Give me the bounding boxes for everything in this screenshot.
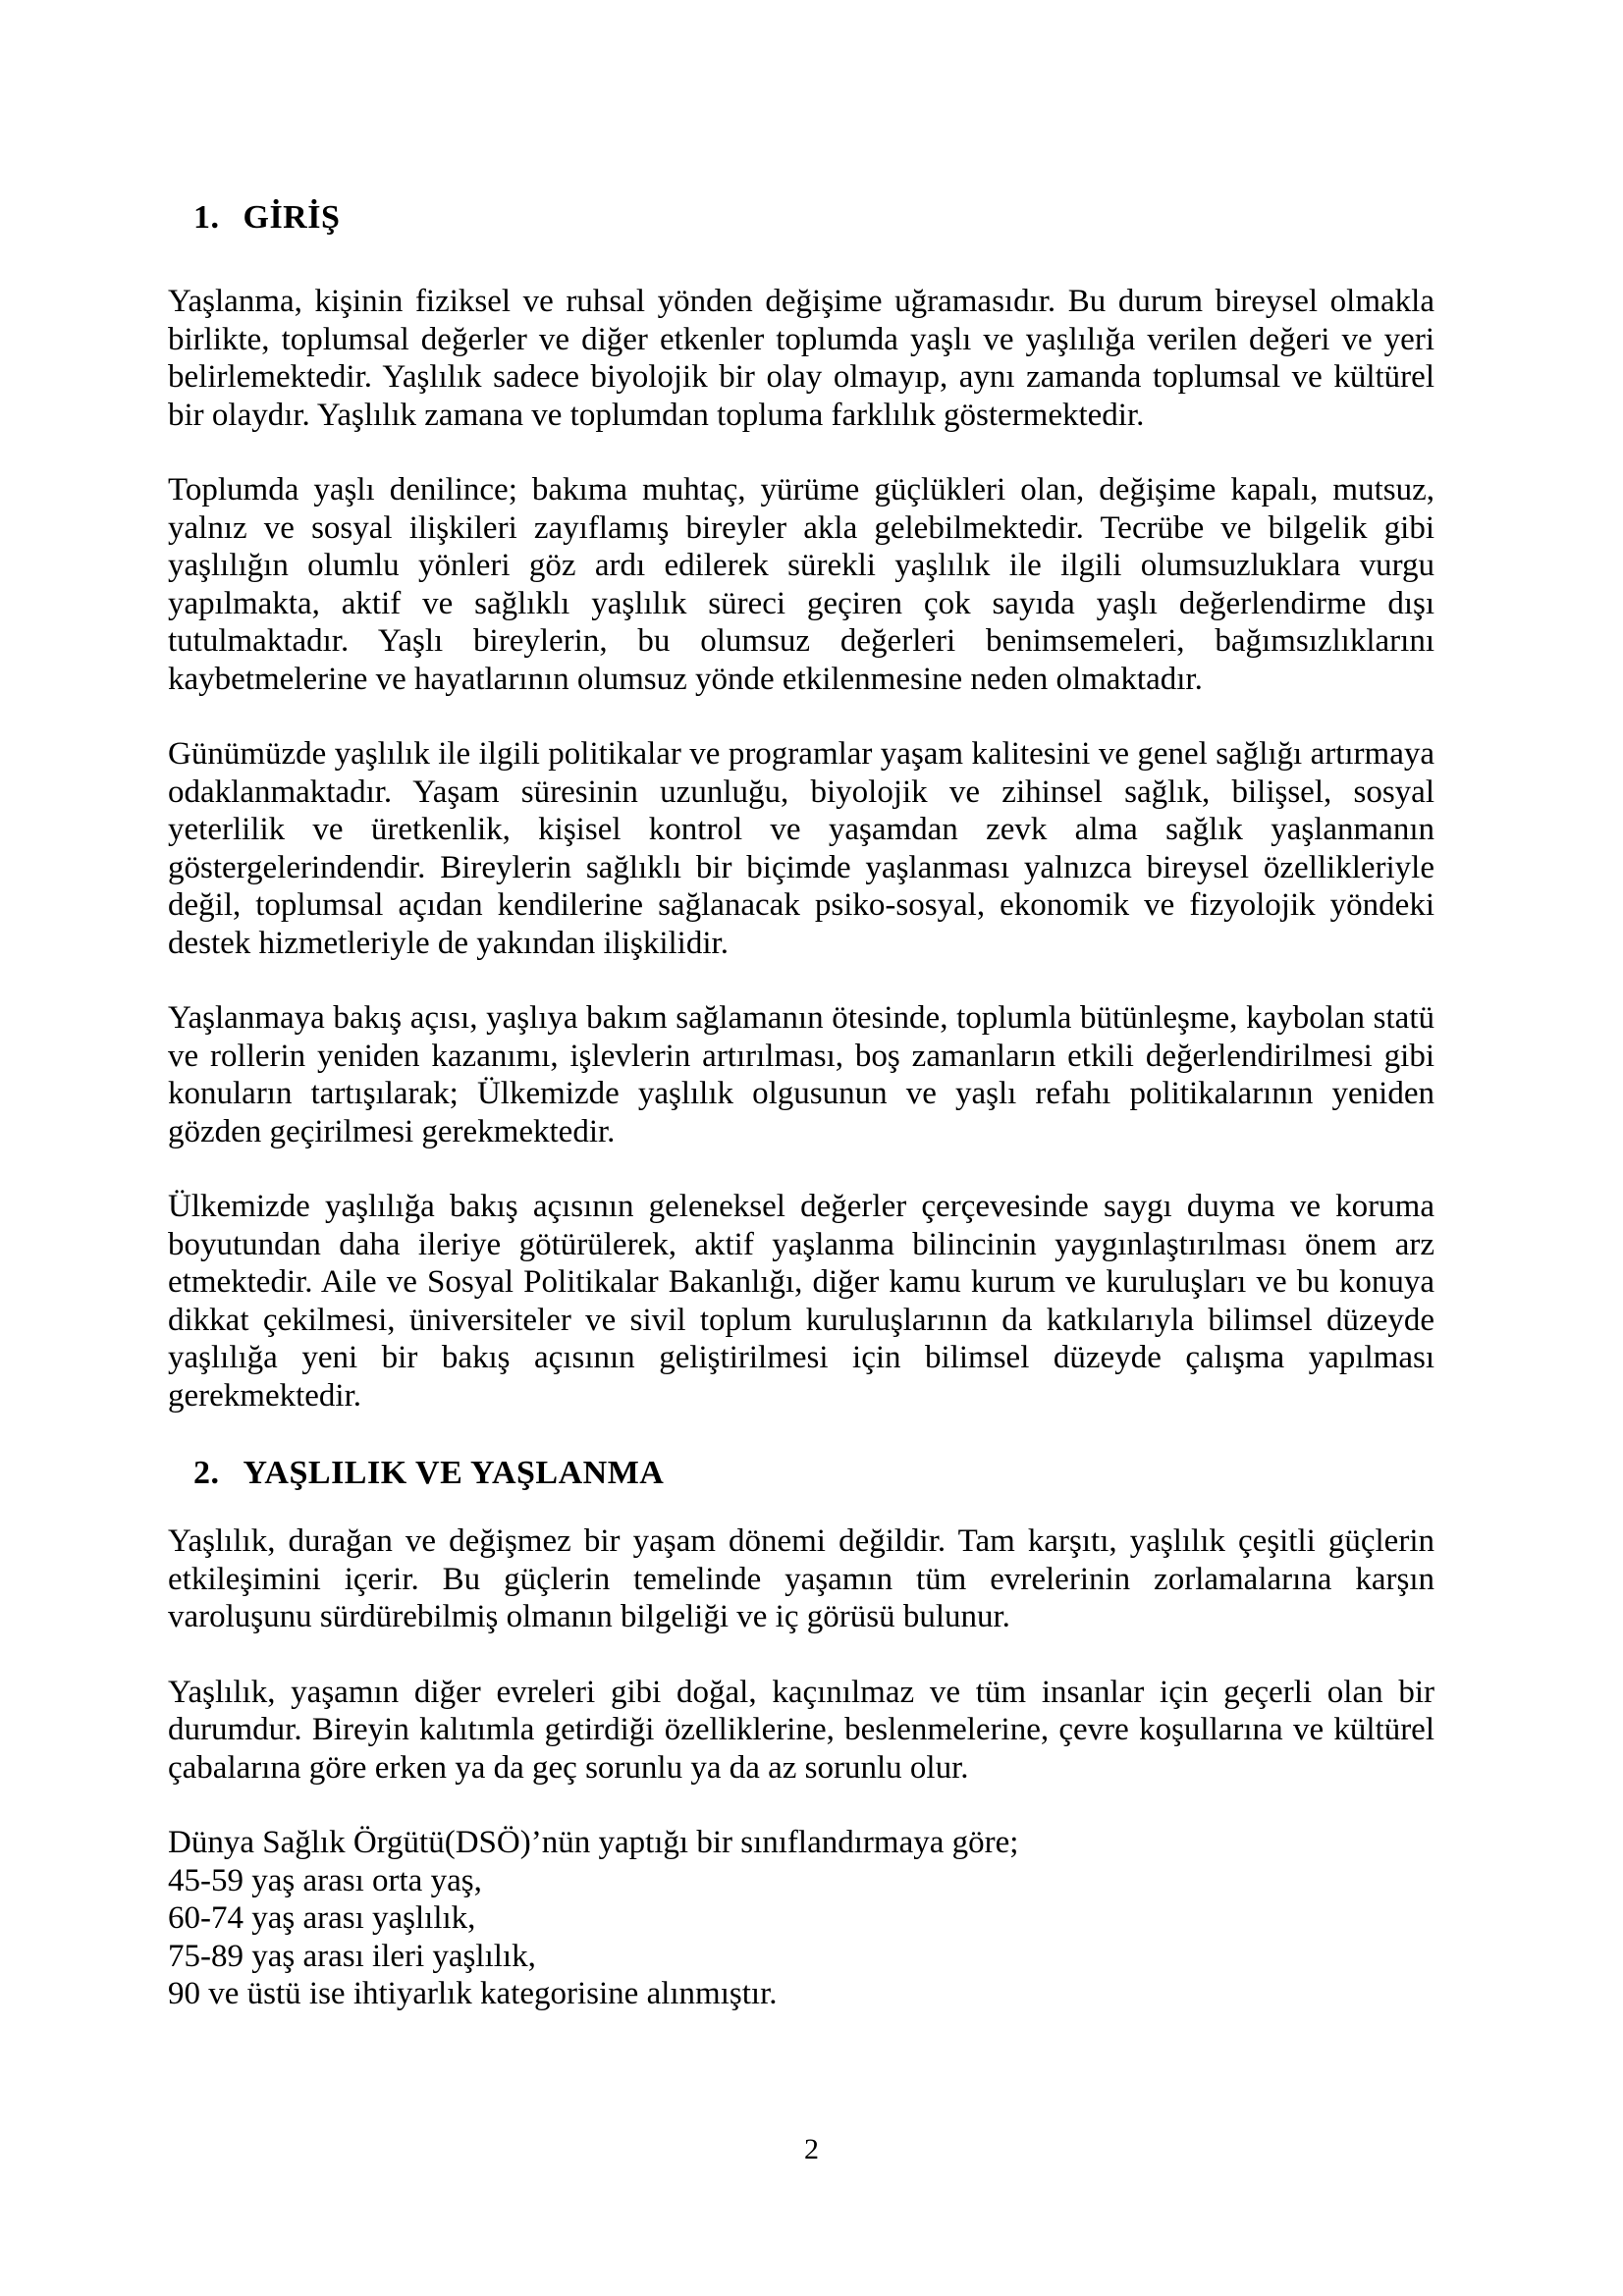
- classification-line: 75-89 yaş arası ileri yaşlılık,: [168, 1938, 536, 1974]
- paragraph: Yaşlanma, kişinin fiziksel ve ruhsal yönden değişime uğramasıdır. Bu durum bireysel olmakla birlikte, toplumsal değerler ve diğer etkenler toplumda yaşlı ve yaşlılığa verilen değeri ve yeri belirlemektedir. Yaşlılık sadece biyolojik bir olay olmayıp, aynı zamanda toplumsal ve kültürel bir olaydır. Yaşlılık zamana ve toplumdan topluma farklılık göstermektedir.: [168, 284, 1434, 433]
- paragraph: Ülkemizde yaşlılığa bakış açısının geleneksel değerler çerçevesinde saygı duyma ve koruma boyutundan daha ileriye götürülerek, aktif yaşlanma bilincinin yaygınlaştırılması önem arz etmektedir. Aile ve Sosyal Politikalar Bakanlığı, diğer kamu kurum ve kuruluşları ve bu konuya dikkat çekilmesi, üniversiteler ve sivil toplum kuruluşlarının da katkılarıyla bilimsel düzeyde yaşlılığa yeni bir bakış açısının geliştirilmesi için bilimsel düzeyde çalışma yapılması gerekmektedir.: [168, 1189, 1434, 1414]
- section-2-heading: [168, 1452, 1434, 1495]
- classification-line: 45-59 yaş arası orta yaş,: [168, 1862, 482, 1898]
- section-2-number: 2.: [193, 1455, 220, 1491]
- document-content: [168, 0, 1434, 2013]
- classification-line: 90 ve üstü ise ihtiyarlık kategorisine alınmıştır.: [168, 1976, 778, 2011]
- section-1-heading: [168, 196, 1434, 240]
- section-1-title: GİRİŞ: [243, 199, 341, 236]
- paragraph: Günümüzde yaşlılık ile ilgili politikalar ve programlar yaşam kalitesini ve genel sağlığı artırmaya odaklanmaktadır. Yaşam süresinin uzunluğu, biyolojik ve zihinsel sağlık, bilişsel, sosyal yeterlilik ve üretkenlik, kişisel kontrol ve yaşamdan zevk alma sağlık yaşlanmanın göstergelerindendir. Bireylerin sağlıklı bir biçimde yaşlanması yalnızca bireysel özellikleriyle değil, toplumsal açıdan kendilerine sağlanacak psiko-sosyal, ekonomik ve fizyolojik yöndeki destek hizmetleriyle de yakından ilişkilidir.: [168, 736, 1434, 961]
- paragraph: Yaşlılık, durağan ve değişmez bir yaşam dönemi değildir. Tam karşıtı, yaşlılık çeşitli güçlerin etkileşimini içerir. Bu güçlerin temelinde yaşamın tüm evrelerinin zorlamalarına karşın varoluşunu sürdürebilmiş olmanın bilgeliği ve iç görüsü bulunur.: [168, 1523, 1434, 1634]
- paragraph: Toplumda yaşlı denilince; bakıma muhtaç, yürüme güçlükleri olan, değişime kapalı, mutsuz, yalnız ve sosyal ilişkileri zayıflamış bireyler akla gelebilmektedir. Tecrübe ve bilgelik gibi yaşlılığın olumlu yönleri göz ardı edilerek sürekli yaşlılık ile ilgili olumsuzluklara vurgu yapılmakta, aktif ve sağlıklı yaşlılık süreci geçiren çok sayıda yaşlı değerlendirme dışı tutulmaktadır. Yaşlı bireylerin, bu olumsuz değerleri benimsemeleri, bağımsızlıklarını kaybetmelerine ve hayatlarının olumsuz yönde etkilenmesine neden olmaktadır.: [168, 472, 1434, 697]
- paragraph: Yaşlanmaya bakış açısı, yaşlıya bakım sağlamanın ötesinde, toplumla bütünleşme, kaybolan statü ve rollerin yeniden kazanımı, işlevlerin artırılması, boş zamanların etkili değerlendirilmesi gibi konuların tartışılarak; Ülkemizde yaşlılık olgusunun ve yaşlı refahı politikalarının yeniden gözden geçirilmesi gerekmektedir.: [168, 1000, 1434, 1149]
- page-number: 2: [804, 2133, 819, 2165]
- section-2-title: YAŞLILIK VE YAŞLANMA: [243, 1455, 665, 1491]
- paragraph: Yaşlılık, yaşamın diğer evreleri gibi doğal, kaçınılmaz ve tüm insanlar için geçerli olan bir durumdur. Bireyin kalıtımla getirdiği özelliklerine, beslenmelerine, çevre koşullarına ve kültürel çabalarına göre erken ya da geç sorunlu ya da az sorunlu olur.: [168, 1674, 1434, 1786]
- who-classification-intro: Dünya Sağlık Örgütü(DSÖ)’nün yaptığı bir sınıflandırmaya göre;: [168, 1825, 1019, 1860]
- section-1-number: 1.: [193, 199, 220, 236]
- who-classification-block: [168, 1824, 1434, 2013]
- classification-line: 60-74 yaş arası yaşlılık,: [168, 1900, 476, 1936]
